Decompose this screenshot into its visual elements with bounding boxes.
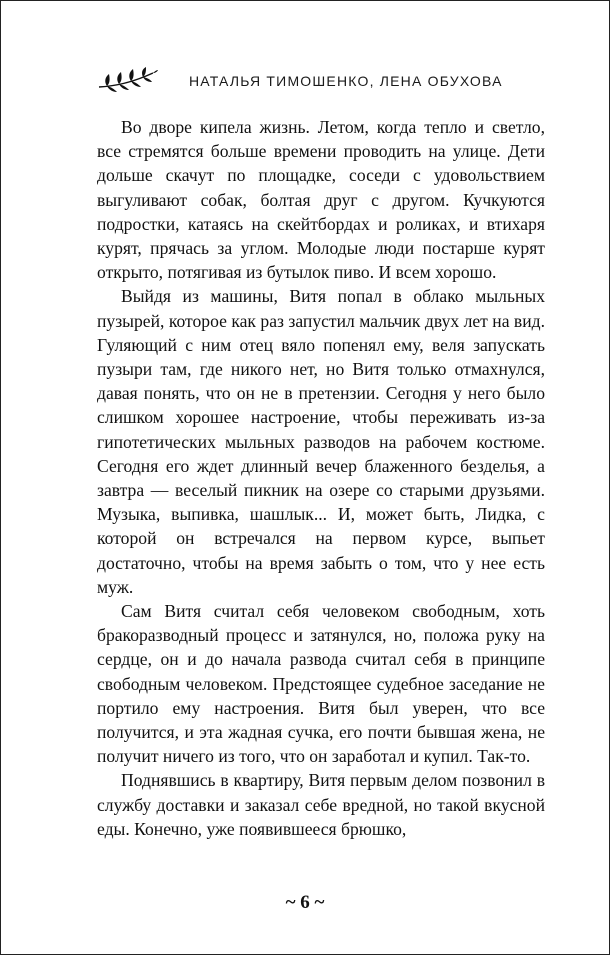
paragraph: Во дворе кипела жизнь. Летом, когда тепло и светло, все стремятся больше времени проводить на улице. Дети дольше скачут по площадке, соседи с удовольствием выгуливают собак, болтая друг с другом. Кучкуются подростки, катаясь на скейтбордах и роликах, и втихаря курят, прячась за углом. Молодые люди постарше курят открыто, потягивая из бутылок пиво. И всем хорошо. (97, 117, 545, 283)
leaf-sprig-icon (97, 65, 159, 97)
page-body (97, 115, 545, 841)
paragraph: Выйдя из машины, Витя попал в облако мыльных пузырей, которое как раз запустил мальчик двух лет на вид. Гуляющий с ним отец вяло попенял ему, веля запускать пузыри там, где никого нет, но Витя только отмахнулся, давая понять, что он не в претензии. Сегодня у него было слишком хорошее настроение, чтобы переживать из-за гипотетических мыльных разводов на рабочем костюме. Сегодня его ждет длинный вечер блаженного безделья, а завтра — веселый пикник на озере со старыми друзьями. Музыка, выпивка, шашлык... И, может быть, Лидка, с которой он встречался на первом курсе, выпьет достаточно, чтобы на время забыть о том, что у нее есть муж. (97, 286, 545, 597)
page-number: ~ 6 ~ (285, 892, 325, 913)
book-authors: НАТАЛЬЯ ТИМОШЕНКО, ЛЕНА ОБУХОВА (189, 73, 503, 89)
running-header (97, 65, 503, 97)
paragraph: Сам Витя считал себя человеком свободным, хоть бракоразводный процесс и затянулся, но, положа руку на сердце, он и до начала развода считал себя в принципе свободным человеком. Предстоящее судебное заседание не портило ему настроения. Витя был уверен, что все получится, и эта жадная сучка, его почти бывшая жена, не получит ничего из того, что он заработал и купил. Так-то. (97, 601, 545, 767)
paragraph: Поднявшись в квартиру, Витя первым делом позвонил в службу доставки и заказал себе вредной, но такой вкусной еды. Конечно, уже появившееся брюшко, (97, 770, 545, 839)
